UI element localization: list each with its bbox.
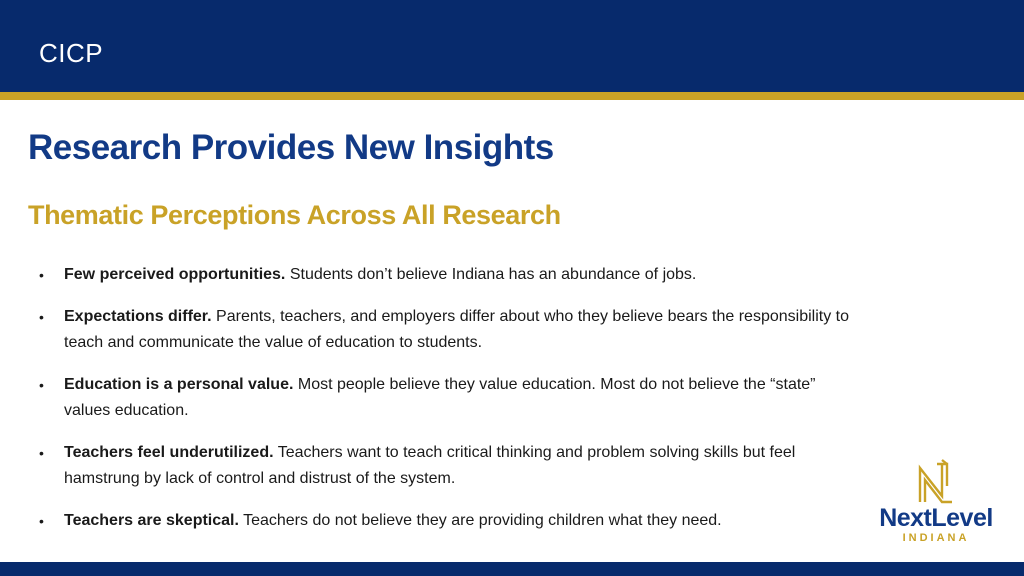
next-level-mark-icon — [914, 458, 954, 504]
bullet-icon: • — [39, 377, 44, 393]
page-title: Research Provides New Insights — [28, 128, 554, 167]
list-item — [36, 372, 856, 424]
logo-subtitle: INDIANA — [902, 532, 970, 544]
bullet-text: Students don’t believe Indiana has an abundance of jobs. — [289, 266, 697, 283]
bullet-icon: • — [39, 445, 44, 461]
bullet-text: Teachers do not believe they are providing children what they need. — [243, 512, 722, 529]
list-item — [36, 304, 856, 356]
bullet-lead: Expectations differ. — [64, 308, 212, 325]
next-level-indiana-logo — [870, 458, 1002, 548]
bullet-text: Most people believe they value education. Most do not believe the “state” values education. — [64, 376, 816, 419]
bullet-icon: • — [39, 309, 44, 325]
header-bar — [0, 0, 1024, 92]
list-item — [36, 508, 856, 534]
bullet-text: Teachers want to teach critical thinking and problem solving skills but feel hamstrung by lack of control and distrust of the system. — [64, 444, 796, 487]
page-subtitle: Thematic Perceptions Across All Research — [28, 200, 561, 230]
bullet-lead: Teachers are skeptical. — [64, 512, 239, 529]
header-label: CICP — [39, 38, 104, 68]
bullet-text: Parents, teachers, and employers differ about who they believe bears the responsibility to teach and communicate the value of education to students. — [64, 308, 849, 351]
bullet-icon: • — [39, 267, 44, 283]
bullet-lead: Teachers feel underutilized. — [64, 444, 274, 461]
list-item — [36, 440, 856, 492]
bullet-icon: • — [39, 513, 44, 529]
list-item — [36, 262, 856, 288]
bullet-lead: Few perceived opportunities. — [64, 266, 286, 283]
bullet-lead: Education is a personal value. — [64, 376, 294, 393]
insights-list — [36, 262, 856, 550]
footer-bar — [0, 562, 1024, 576]
gold-divider — [0, 92, 1024, 100]
logo-wordmark: NextLevel — [879, 504, 993, 532]
